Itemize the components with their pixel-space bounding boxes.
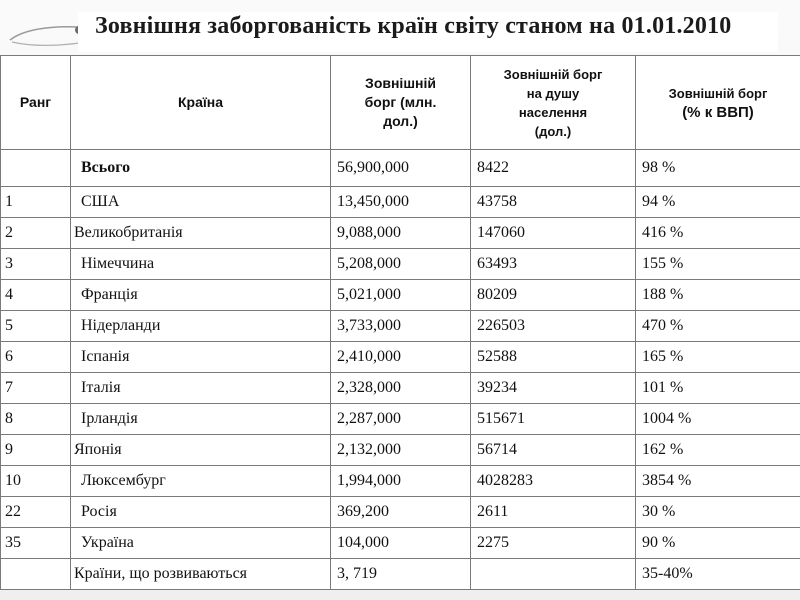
cell-country: Люксембург — [71, 466, 331, 497]
cell-rank: 4 — [1, 280, 71, 311]
cell-country: Ірландія — [71, 404, 331, 435]
table-row — [1, 497, 800, 528]
cell-rank — [1, 559, 71, 590]
cell-country: Україна — [71, 528, 331, 559]
cell-gdp-percent: 90 % — [636, 528, 800, 559]
slide-title: Зовнішня заборгованість країн світу станом на 01.01.2010 — [95, 13, 732, 39]
table-row — [1, 280, 800, 311]
cell-gdp-percent: 155 % — [636, 249, 800, 280]
cell-gdp-percent: 30 % — [636, 497, 800, 528]
table-row — [1, 466, 800, 497]
cell-per-capita: 52588 — [471, 342, 636, 373]
cell-country: Франція — [71, 280, 331, 311]
cell-rank: 3 — [1, 249, 71, 280]
cell-per-capita: 63493 — [471, 249, 636, 280]
table-row — [1, 311, 800, 342]
table-row — [1, 218, 800, 249]
cell-debt: 56,900,000 — [331, 150, 471, 187]
cell-per-capita: 2275 — [471, 528, 636, 559]
table-header-row — [1, 56, 800, 150]
cell-country: Іспанія — [71, 342, 331, 373]
table-row — [1, 342, 800, 373]
cell-debt: 2,287,000 — [331, 404, 471, 435]
cell-gdp-percent: 1004 % — [636, 404, 800, 435]
cell-rank: 22 — [1, 497, 71, 528]
cell-per-capita: 43758 — [471, 187, 636, 218]
cell-debt: 1,994,000 — [331, 466, 471, 497]
table-row — [1, 435, 800, 466]
cell-debt: 104,000 — [331, 528, 471, 559]
table-row-total — [1, 150, 800, 187]
cell-per-capita — [471, 559, 636, 590]
cell-per-capita: 147060 — [471, 218, 636, 249]
header-rank: Ранг — [1, 56, 71, 150]
external-debt-table — [0, 55, 800, 590]
table-row — [1, 249, 800, 280]
cell-per-capita: 8422 — [471, 150, 636, 187]
table-row — [1, 559, 800, 590]
header-country: Країна — [71, 56, 331, 150]
cell-gdp-percent: 470 % — [636, 311, 800, 342]
cell-debt: 9,088,000 — [331, 218, 471, 249]
cell-rank: 10 — [1, 466, 71, 497]
cell-per-capita: 4028283 — [471, 466, 636, 497]
cell-debt: 5,021,000 — [331, 280, 471, 311]
cell-rank: 8 — [1, 404, 71, 435]
table-row — [1, 187, 800, 218]
cell-gdp-percent: 101 % — [636, 373, 800, 404]
cell-country: Італія — [71, 373, 331, 404]
cell-debt: 5,208,000 — [331, 249, 471, 280]
cell-rank: 2 — [1, 218, 71, 249]
cell-country: Німеччина — [71, 249, 331, 280]
cell-country: Росія — [71, 497, 331, 528]
table-row — [1, 373, 800, 404]
cell-per-capita: 2611 — [471, 497, 636, 528]
cell-rank: 1 — [1, 187, 71, 218]
cell-gdp-percent: 165 % — [636, 342, 800, 373]
cell-rank: 6 — [1, 342, 71, 373]
cell-gdp-percent: 188 % — [636, 280, 800, 311]
cell-country: Нідерланди — [71, 311, 331, 342]
cell-country: Всього — [71, 150, 331, 187]
table-body — [1, 150, 800, 590]
cell-gdp-percent: 98 % — [636, 150, 800, 187]
cell-country: Великобританія — [71, 218, 331, 249]
cell-per-capita: 226503 — [471, 311, 636, 342]
cell-country: Країни, що розвиваються — [71, 559, 331, 590]
cell-per-capita: 80209 — [471, 280, 636, 311]
cell-rank: 35 — [1, 528, 71, 559]
cell-gdp-percent: 35-40% — [636, 559, 800, 590]
cell-rank: 5 — [1, 311, 71, 342]
cell-gdp-percent: 416 % — [636, 218, 800, 249]
cell-per-capita: 56714 — [471, 435, 636, 466]
cell-debt: 3,733,000 — [331, 311, 471, 342]
table-row — [1, 528, 800, 559]
cell-per-capita: 39234 — [471, 373, 636, 404]
table-row — [1, 404, 800, 435]
debt-table-container — [0, 55, 800, 600]
cell-gdp-percent: 162 % — [636, 435, 800, 466]
cell-debt: 13,450,000 — [331, 187, 471, 218]
cell-rank: 9 — [1, 435, 71, 466]
cell-gdp-percent: 94 % — [636, 187, 800, 218]
cell-country: Японія — [71, 435, 331, 466]
cell-debt: 2,328,000 — [331, 373, 471, 404]
cell-debt: 2,132,000 — [331, 435, 471, 466]
cell-rank — [1, 150, 71, 187]
cell-debt: 2,410,000 — [331, 342, 471, 373]
header-per-capita: Зовнішній борг на душу населення (дол.) — [471, 56, 636, 150]
cell-rank: 7 — [1, 373, 71, 404]
header-debt: Зовнішній борг (млн. дол.) — [331, 56, 471, 150]
cell-gdp-percent: 3854 % — [636, 466, 800, 497]
cell-debt: 369,200 — [331, 497, 471, 528]
cell-debt: 3, 719 — [331, 559, 471, 590]
header-gdp-percent: Зовнішній борг (% к ВВП) — [636, 56, 800, 150]
cell-per-capita: 515671 — [471, 404, 636, 435]
cell-country: США — [71, 187, 331, 218]
